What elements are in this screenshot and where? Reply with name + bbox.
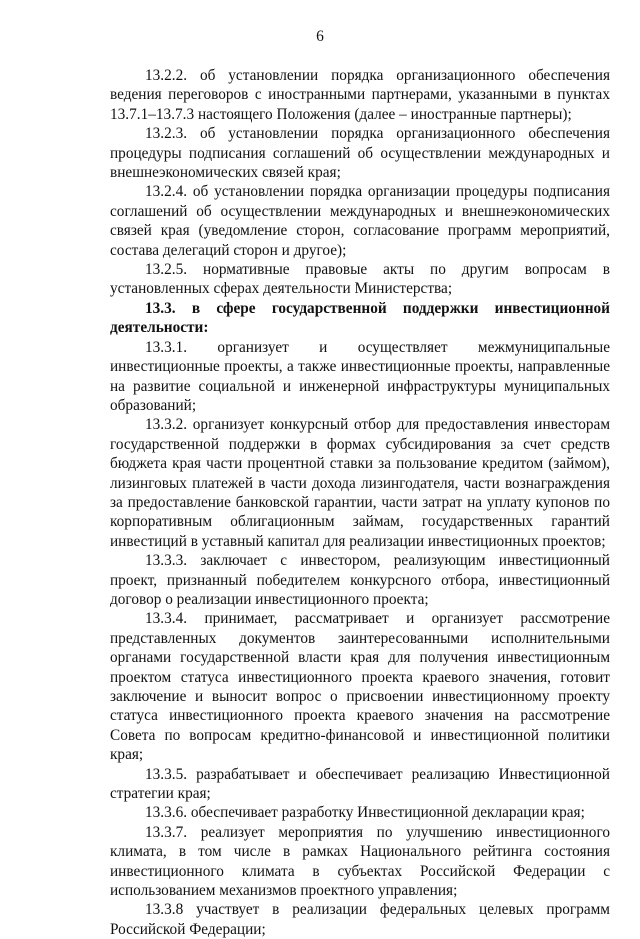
paragraph-13-3-4: 13.3.4. принимает, рассматривает и организует рассмотрение представленных документов заинтересованными исполнительными органами государственной власти края для получения инвестиционным проектом статуса инвестиционного проекта краевого значения, готовит заключение и выносит вопрос о присвоении инвестиционному проекту статуса инвестиционного проекта краевого значения на рассмотрение Совета по вопросам кредитно-финансовой и инвестиционной политики края; (110, 610, 610, 764)
paragraph-13-3-3: 13.3.3. заключает с инвестором, реализующим инвестиционный проект, признанный победителем конкурсного отбора, инвестиционный договор о реализации инвестиционного проекта; (110, 552, 610, 608)
paragraph-13-2-3: 13.2.3. об установлении порядка организационного обеспечения процедуры подписания соглашений об осуществлении международных и внешнеэкономических связей края; (110, 125, 610, 182)
paragraph-13-3-7: 13.3.7. реализует мероприятия по улучшению инвестиционного климата, в том числе в рамках Национального рейтинга состояния инвестиционного климата в субъектах Российской Федерации с использованием механизмов проектного управления; (110, 823, 610, 900)
section-heading-13-3: 13.3. в сфере государственной поддержки инвестиционной деятельности: (110, 299, 610, 337)
paragraph-13-2-5: 13.2.5. нормативные правовые акты по другим вопросам в установленных сферах деятельности Министерства; (110, 261, 610, 298)
paragraph-13-2-4: 13.2.4. об установлении порядка организации процедуры подписания соглашений об осуществлении международных и внешнеэкономических связей края (уведомление сторон, согласование программ мероприятий, состава делегаций сторон и другое); (110, 183, 610, 259)
document-body (110, 66, 610, 939)
paragraph-13-2-2: 13.2.2. об установлении порядка организационного обеспечения ведения переговоров с иностранными партнерами, указанными в пунктах 13.7.1–13.7.3 настоящего Положения (далее – иностранные партнеры); (110, 67, 610, 123)
paragraph-13-3-6: 13.3.6. обеспечивает разработку Инвестиционной декларации края; (145, 804, 585, 822)
page-number: 6 (316, 28, 324, 45)
paragraph-13-3-2: 13.3.2. организует конкурсный отбор для предоставления инвесторам государственной поддержки в формах субсидирования за счет средств бюджета края части процентной ставки за пользование кредитом (займом), лизинговых платежей в части дохода лизингодателя, части вознаграждения за предоставление банковской гарантии, части затрат на уплату купонов по корпоративным облигационным займам, государственных гарантий инвестиций в уставный капитал для реализации инвестиционных проектов; (110, 416, 610, 550)
paragraph-13-3-5: 13.3.5. разрабатывает и обеспечивает реализацию Инвестиционной стратегии края; (110, 765, 610, 803)
paragraph-13-3-1: 13.3.1. организует и осуществляет межмуниципальные инвестиционные проекты, а также инвестиционные проекты, направленные на развитие социальной и инженерной инфраструктуры муниципальных образований; (110, 338, 610, 414)
paragraph-13-3-8: 13.3.8 участвует в реализации федеральных целевых программ Российской Федерации; (110, 901, 610, 938)
